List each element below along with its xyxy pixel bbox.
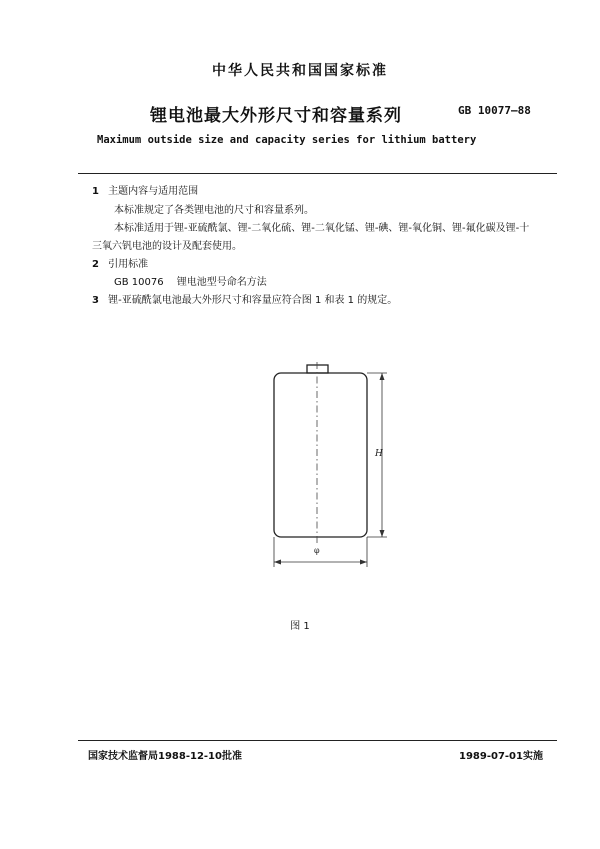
standard-code: GB 10077—88 — [458, 104, 531, 117]
battery-outline-figure — [262, 360, 402, 575]
english-title: Maximum outside size and capacity series for lithium battery — [97, 134, 477, 146]
section-number: 3 — [92, 295, 99, 306]
section-1-para1: 本标准规定了各类锂电池的尺寸和容量系列。 — [114, 205, 314, 216]
document-title: 锂电池最大外形尺寸和容量系列 — [150, 106, 402, 126]
effective-date: 1989-07-01实施 — [459, 751, 543, 762]
section-1-para2-line2: 三氧六钒电池的设计及配套使用。 — [92, 241, 242, 252]
arrow-right-icon — [360, 560, 367, 565]
battery-terminal-cap — [307, 365, 328, 373]
section-3 — [92, 293, 397, 309]
battery-body-outline — [274, 373, 367, 537]
footer-divider — [78, 740, 557, 741]
section-1-para2-line1: 本标准适用于锂-亚硫酰氯、锂-二氧化硫、锂-二氧化锰、锂-碘、锂-氧化铜、锂-氟化碳及锂-十 — [114, 223, 530, 234]
reference-title: 锂电池型号命名方法 — [176, 277, 267, 288]
standard-name: 中华人民共和国国家标准 — [212, 63, 388, 79]
arrow-down-icon — [380, 530, 385, 537]
section-2-heading — [92, 257, 148, 273]
figure-caption: 图 1 — [290, 621, 310, 632]
arrow-up-icon — [380, 373, 385, 380]
arrow-left-icon — [274, 560, 281, 565]
section-number: 2 — [92, 259, 99, 270]
section-heading: 主题内容与适用范围 — [108, 186, 199, 197]
section-number: 1 — [92, 186, 99, 197]
approval-date: 国家技术监督局1988-12-10批准 — [88, 751, 242, 762]
section-1-heading — [92, 184, 198, 200]
section-text: 锂-亚硫酰氯电池最大外形尺寸和容量应符合图 1 和表 1 的规定。 — [108, 295, 398, 306]
height-label: H — [375, 449, 383, 459]
reference-entry — [114, 275, 267, 291]
reference-code: GB 10076 — [114, 277, 164, 288]
header-divider — [78, 173, 557, 174]
diameter-label: φ — [314, 546, 320, 555]
section-heading: 引用标准 — [108, 259, 149, 270]
